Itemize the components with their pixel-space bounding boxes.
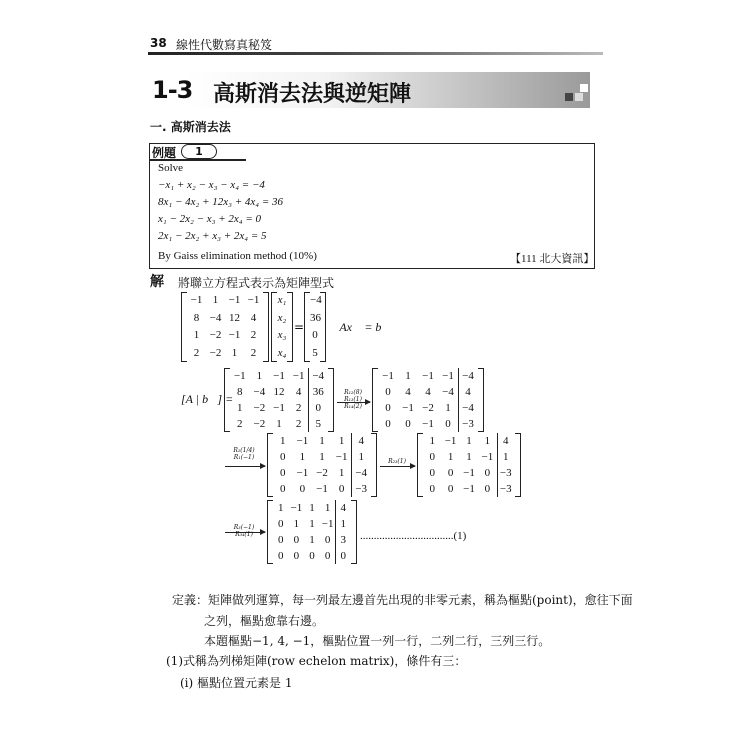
row-op-label [336, 389, 370, 410]
matrix-cell: 0 [385, 385, 391, 398]
matrix-cell: 1 [319, 450, 325, 463]
body-line: (1)式稱為列梯矩陣(row echelon matrix)，條件有三： [166, 654, 467, 668]
section-title: 高斯消去法與逆矩陣 [213, 82, 412, 107]
matrix-cell: 1 [231, 346, 238, 359]
matrix-cell: 0 [293, 549, 300, 562]
matrix-cell: 12 [273, 385, 285, 398]
matrix-cell: −1 [463, 466, 475, 479]
matrix-cell: −1 [273, 401, 285, 414]
matrix-cell: 1 [466, 450, 472, 463]
matrix-cell: 1 [445, 401, 451, 414]
matrix-cell: 4 [250, 311, 257, 324]
matrix-cell: 0 [324, 549, 331, 562]
matrix-cell: 0 [278, 517, 284, 530]
augment-bar [497, 433, 498, 497]
matrix-cell: 1 [340, 517, 346, 530]
body-line: (i) 樞點位置元素是 1 [180, 676, 293, 690]
matrix-cell: −3 [499, 482, 512, 495]
example-number-badge: 1 [181, 144, 217, 159]
matrix-cell: 2 [193, 346, 200, 359]
matrix-cell: −2 [253, 417, 266, 430]
matrix-cell: 0 [278, 549, 284, 562]
equation-line: 2x₁ − 2x₂ + x₃ + 2x₄ = 5 [158, 230, 267, 242]
matrix-cell: 0 [429, 482, 435, 495]
matrix-cell: 1 [237, 401, 243, 414]
augmented-matrix [267, 433, 377, 497]
matrix-cell: x₁ [277, 294, 287, 307]
bracket-right [263, 292, 269, 362]
matrix-cell: 12 [229, 311, 240, 324]
matrix-cell: 0 [312, 329, 318, 342]
matrix-cell: −1 [228, 294, 241, 307]
equation-tag: ..................................(1) [360, 530, 467, 542]
matrix-cell: 4 [405, 385, 411, 398]
row-op-text: R₂(1/4) [233, 447, 255, 454]
matrix-cell: −1 [296, 434, 309, 447]
matrix-cell: 0 [280, 450, 286, 463]
matrix-cell: 0 [385, 417, 391, 430]
matrix-cell: 1 [299, 450, 306, 463]
matrix-cell: 1 [319, 434, 325, 447]
matrix-cell: −1 [228, 329, 241, 342]
matrix-cell: 1 [484, 434, 491, 447]
example-line: Solve [158, 162, 184, 174]
matrix-cell: 0 [385, 401, 391, 414]
matrix-cell: −2 [422, 401, 434, 414]
matrix-cell: 0 [315, 401, 321, 414]
matrix-cell: 0 [429, 450, 435, 463]
coefficient-matrix [181, 292, 269, 362]
matrix-cell: 1 [309, 533, 315, 546]
matrix-cell: −1 [233, 369, 246, 382]
decor-square [565, 93, 573, 101]
row-op-text: R₁(−1) [233, 454, 255, 461]
row-op-text: R₂₃(1) [388, 458, 406, 465]
matrix-cell: 0 [445, 417, 451, 430]
matrix-cell: −1 [335, 450, 348, 463]
matrix-cell: 1 [212, 294, 219, 307]
matrix-cell: 1 [429, 434, 435, 447]
matrix-cell: −2 [209, 346, 222, 359]
row-op-text: R₁₂(8) [344, 389, 362, 396]
subheading: 一. 高斯消去法 [150, 120, 231, 134]
matrix-cell: 2 [295, 417, 302, 430]
bracket-right [515, 433, 521, 497]
matrix-cell: −1 [382, 369, 394, 382]
row-op-label [224, 447, 264, 461]
row-op-label [224, 524, 264, 538]
matrix-cell: 4 [358, 434, 364, 447]
matrix-cell: −4 [310, 294, 322, 307]
matrix-cell: −2 [209, 329, 222, 342]
matrix-cell: −3 [499, 466, 512, 479]
row-op-arrow [225, 466, 265, 467]
matrix-cell: 0 [340, 549, 346, 562]
matrix-cell: −4 [442, 385, 454, 398]
solution-intro: 將聯立方程式表示為矩陣型式 [178, 276, 335, 290]
book-title: 線性代數寫真秘笈 [176, 38, 273, 52]
matrix-cell: 36 [310, 311, 321, 324]
matrix-cell: −2 [316, 466, 328, 479]
matrix-cell: 1 [358, 450, 364, 463]
matrix-cell: 36 [312, 385, 324, 398]
matrix-cell: −1 [190, 294, 203, 307]
rhs-vector [304, 292, 326, 362]
row-op-text: R₁₃(1) [344, 396, 362, 403]
matrix-cell: 0 [299, 482, 306, 495]
variable-vector [271, 292, 293, 362]
matrix-cell: −1 [296, 466, 309, 479]
augment-bar [458, 368, 459, 432]
row-op-text: R₃(−1) [233, 524, 255, 531]
section-number: 1-3 [152, 76, 193, 104]
matrix-cell: 5 [312, 346, 318, 359]
matrix-cell: −2 [253, 401, 266, 414]
matrix-cell: 1 [256, 369, 263, 382]
definition-line: 之列，樞點愈靠右邊。 [204, 614, 325, 628]
bracket-right [371, 433, 377, 497]
bracket-right [478, 368, 484, 432]
definition-line: 定義：矩陣做列運算，每一列最左邊首先出現的非零元素，稱為樞點(point)，愈往下面 [172, 593, 633, 607]
augmented-matrix [417, 433, 521, 497]
augment-bar [335, 500, 336, 564]
matrix-cell: −1 [292, 369, 305, 382]
matrix-cell: 0 [293, 533, 300, 546]
matrix-cell: −3 [462, 417, 474, 430]
matrix-cell: −4 [253, 385, 266, 398]
augmented-matrix [267, 500, 357, 564]
matrix-cell: 4 [295, 385, 302, 398]
matrix-cell: −1 [481, 450, 494, 463]
example-label: 例題 [152, 146, 177, 160]
matrix-cell: −1 [442, 369, 454, 382]
augmented-matrix [372, 368, 484, 432]
matrix-cell: 0 [429, 466, 435, 479]
example-source: 【111 北大資訊】 [510, 253, 595, 265]
matrix-cell: 4 [425, 385, 431, 398]
equation-line: 8x₁ − 4x₂ + 12x₃ + 4x₄ = 36 [158, 196, 284, 208]
matrix-cell: 1 [278, 501, 284, 514]
matrix-cell: 1 [338, 466, 345, 479]
matrix-cell: 1 [309, 517, 315, 530]
matrix-cell: 1 [338, 434, 345, 447]
matrix-cell: 0 [484, 466, 491, 479]
equation-line: x₁ − 2x₂ − x₃ + 2x₄ = 0 [158, 213, 262, 225]
matrix-cell: −4 [209, 311, 222, 324]
matrix-cell: 4 [340, 501, 346, 514]
matrix-cell: 4 [503, 434, 509, 447]
augment-bar [351, 433, 352, 497]
matrix-cell: 0 [278, 533, 284, 546]
matrix-cell: −1 [422, 369, 434, 382]
page-number: 38 [150, 36, 167, 50]
matrix-cell: 4 [465, 385, 471, 398]
equals-sign: = [294, 320, 305, 334]
matrix-cell: −1 [321, 517, 334, 530]
bracket-right [328, 368, 334, 432]
matrix-cell: 2 [295, 401, 302, 414]
matrix-cell: x₄ [277, 346, 287, 359]
matrix-cell: 1 [324, 501, 331, 514]
decor-square [575, 93, 583, 101]
matrix-cell: 2 [237, 417, 243, 430]
matrix-cell: −4 [312, 369, 325, 382]
matrix-cell: 0 [484, 482, 491, 495]
matrix-cell: 0 [405, 417, 411, 430]
matrix-cell: 1 [447, 450, 454, 463]
matrix-cell: 5 [315, 417, 321, 430]
matrix-cell: 0 [280, 466, 286, 479]
matrix-cell: 3 [340, 533, 346, 546]
solution-icon: 解 [150, 274, 164, 290]
matrix-cell: −4 [462, 401, 474, 414]
matrix-cell: 2 [250, 346, 257, 359]
decor-square [580, 84, 588, 92]
matrix-cell: 2 [250, 329, 257, 342]
matrix-cell: −1 [463, 482, 475, 495]
row-op-arrow [380, 466, 415, 467]
matrix-cell: 0 [309, 549, 315, 562]
matrix-cell: 1 [193, 329, 200, 342]
header-rule [148, 52, 603, 55]
matrix-cell: 0 [447, 482, 454, 495]
matrix-cell: −1 [247, 294, 260, 307]
matrix-cell: −1 [402, 401, 414, 414]
matrix-cell: 8 [237, 385, 243, 398]
matrix-cell: 0 [447, 466, 454, 479]
matrix-cell: 1 [309, 501, 315, 514]
matrix-cell: −4 [462, 369, 474, 382]
bracket-right [287, 292, 293, 362]
matrix-cell: 0 [280, 482, 286, 495]
augmented-matrix [224, 368, 334, 432]
matrix-cell: −1 [273, 369, 285, 382]
matrix-cell: 1 [280, 434, 286, 447]
matrix-cell: 1 [405, 369, 411, 382]
row-op-text: R₁₄(2) [344, 403, 362, 410]
matrix-cell: 8 [193, 311, 200, 324]
matrix-cell: −1 [290, 501, 303, 514]
body-line: 本題樞點−1, 4, −1，樞點位置一列一行，二列二行，三列三行。 [204, 634, 551, 648]
matrix-cell: −1 [316, 482, 328, 495]
matrix-cell: −4 [355, 466, 368, 479]
matrix-cell: 1 [293, 517, 300, 530]
row-op-label [380, 458, 414, 465]
example-line: By Gaiss elimination method (10%) [158, 250, 317, 262]
matrix-cell: 1 [276, 417, 282, 430]
row-op-text: R₃₄(1) [235, 531, 253, 538]
bracket-right [351, 500, 357, 564]
matrix-form-label: ，Ax⃗ = b⃗ [330, 320, 391, 334]
matrix-cell: −1 [422, 417, 434, 430]
augmented-label: [A | b⃗] = [181, 392, 234, 406]
equation-line: −x₁ + x₂ − x₃ − x₄ = −4 [158, 179, 265, 191]
matrix-cell: 0 [338, 482, 345, 495]
matrix-cell: x₃ [277, 329, 287, 342]
augment-bar [308, 368, 309, 432]
matrix-cell: −3 [355, 482, 368, 495]
matrix-cell: 1 [466, 434, 472, 447]
matrix-cell: −1 [444, 434, 457, 447]
matrix-cell: 0 [324, 533, 331, 546]
matrix-cell: 1 [503, 450, 509, 463]
matrix-cell: x₂ [277, 311, 287, 324]
